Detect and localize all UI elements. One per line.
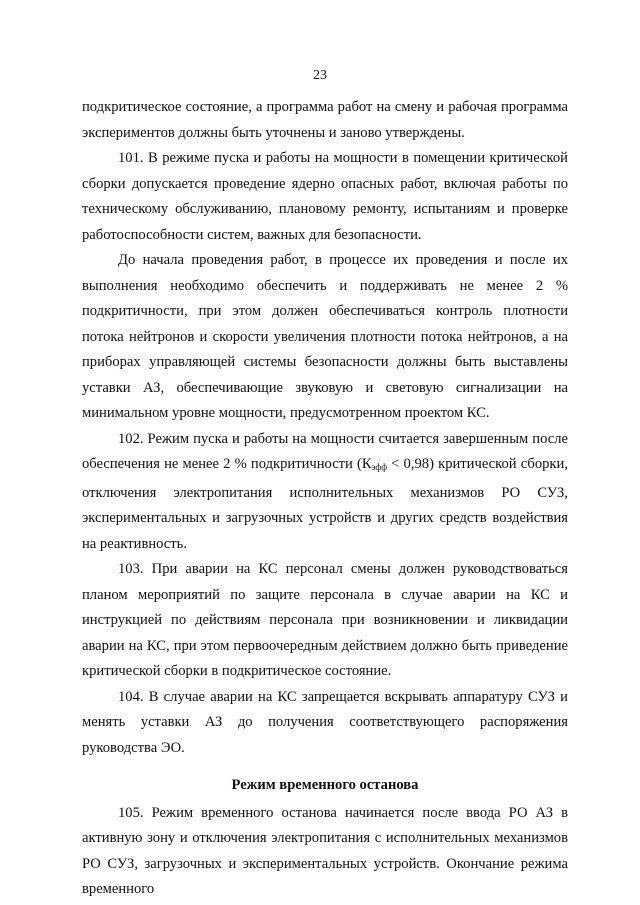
paragraph-continuation: подкритическое состояние, а программа работ на смену и рабочая программа экспериментов должны быть уточнены и заново утверждены. [82, 99, 568, 141]
page-number: 23 [313, 68, 327, 83]
paragraph-101: 101. В режиме пуска и работы на мощности в помещении критической сборки допускается проведение ядерно опасных работ, включая работы по техническому обслуживанию, плановому ремонту, испытаниям и проверке работоспособности систем, важных для безопасности. [82, 150, 568, 243]
paragraph-102-start: 102. Режим пуска и работы на мощности считается завершенным после обеспечения не менее 2 % подкритичности (К [82, 430, 568, 472]
paragraph-101-continued: До начала проведения работ, в процессе их проведения и после их выполнения необходимо обеспечить и поддерживать не менее 2 % подкритичности, при этом должен обеспечиваться контроль плотности потока нейтронов и скорости увеличения плотности потока нейтронов, а на приборах управляющей системы безопасности должны быть выставлены уставки АЗ, обеспечивающие звуковую и световую сигнализации на минимальном уровне мощности, предусмотренном проектом КС. [82, 252, 568, 421]
section-heading: Режим временного останова [231, 777, 419, 793]
paragraph-104: 104. В случае аварии на КС запрещается вскрывать аппаратуру СУЗ и менять уставки АЗ до получения соответствующего распоряжения руководства ЭО. [82, 688, 568, 756]
paragraph-102-end: < 0,98) критической сборки, отключения электропитания исполнительных механизмов РО СУЗ, экспериментальных и загрузочных устройств и других средств воздействия на реактивность. [82, 456, 568, 552]
paragraph-102 [82, 427, 568, 558]
paragraph-105: 105. Режим временного останова начинается после ввода РО АЗ в активную зону и отключения электропитания с исполнительных механизмов РО СУЗ, загрузочных и экспериментальных устройств. Окончание режима временного [82, 804, 568, 897]
k-eff-subscript: эфф [371, 462, 388, 472]
paragraph-103: 103. При аварии на КС персонал смены должен руководствоваться планом мероприятий по защите персонала в случае аварии на КС и инструкцией по действиям персонала при возникновении и ликвидации аварии на КС, при этом первоочередным действием должно быть приведение критической сборки в подкритическое состояние. [82, 561, 568, 679]
document-body [82, 95, 568, 903]
